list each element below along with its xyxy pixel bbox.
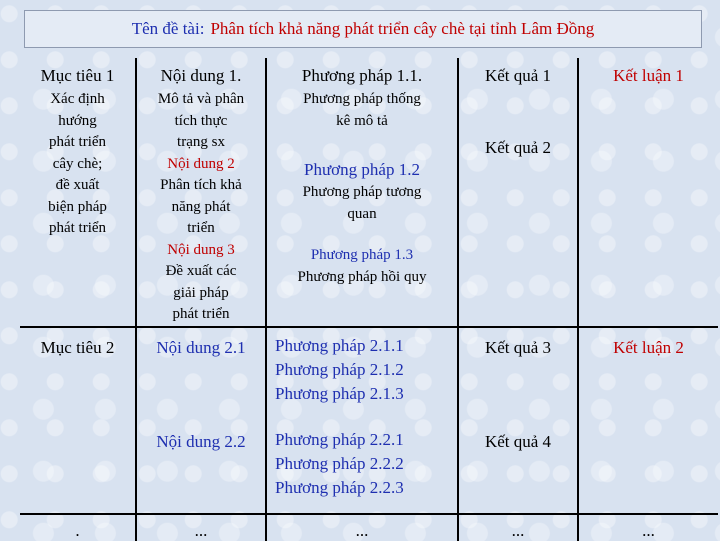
objective-1-row bbox=[20, 58, 718, 327]
research-framework-table bbox=[20, 58, 718, 541]
continuation-cell bbox=[458, 514, 578, 541]
content-2-desc-line: năng phát bbox=[171, 198, 231, 215]
objective-1-desc-line: đề xuất bbox=[55, 177, 100, 193]
content-3-description bbox=[137, 261, 265, 326]
result-1-label: Kết quả 1 bbox=[484, 66, 552, 85]
objective-2-heading: Mục tiêu 2 bbox=[40, 337, 115, 357]
empty-cell bbox=[20, 422, 136, 514]
method-1-2-description bbox=[267, 182, 457, 225]
content-2-desc-line: triển bbox=[187, 220, 215, 236]
result-3-cell bbox=[458, 327, 578, 422]
method-2-2-cell bbox=[266, 422, 458, 514]
result-2-label: Kết quả 2 bbox=[484, 138, 552, 157]
method-2-1-cell bbox=[266, 327, 458, 422]
content-2-heading: Nội dung 2 bbox=[167, 155, 235, 172]
content-2-description bbox=[137, 175, 265, 240]
objective-1-desc-line: hướng bbox=[58, 112, 97, 129]
conclusion-1-label: Kết luận 1 bbox=[613, 66, 684, 85]
result-4-label: Kết quả 4 bbox=[484, 431, 552, 451]
conclusion-1-cell bbox=[578, 58, 718, 327]
method-1-1-description bbox=[267, 89, 457, 132]
objective-1-description bbox=[20, 89, 135, 240]
result-1-cell bbox=[458, 58, 578, 327]
method-2-1-item: Phương pháp 2.1.3 bbox=[275, 383, 404, 403]
objective-1-desc-line: cây chè; bbox=[52, 155, 103, 172]
continuation-cell bbox=[578, 514, 718, 541]
result-3-label: Kết quả 3 bbox=[484, 337, 552, 357]
objective-1-desc-line: phát triển bbox=[48, 220, 107, 236]
content-1-heading: Nội dung 1. bbox=[160, 66, 242, 85]
continuation-mark: ... bbox=[355, 520, 369, 540]
content-3-desc-line: giải pháp bbox=[173, 284, 229, 301]
continuation-mark: . bbox=[75, 520, 80, 540]
continuation-mark: ... bbox=[511, 520, 525, 540]
objective-1-cell bbox=[20, 58, 136, 327]
continuation-row bbox=[20, 514, 718, 541]
continuation-mark: ... bbox=[642, 520, 655, 540]
content-1-desc-line: Mô tả và phân bbox=[157, 91, 245, 107]
content-2-2-heading: Nội dung 2.2 bbox=[156, 431, 246, 451]
objective-2-row bbox=[20, 327, 718, 422]
content-2-1-heading: Nội dung 2.1 bbox=[156, 337, 246, 357]
method-1-1-heading: Phương pháp 1.1. bbox=[301, 66, 423, 85]
topic-title-label: Tên đề tài: bbox=[131, 19, 205, 38]
conclusion-2-cell bbox=[578, 327, 718, 422]
method-2-1-list bbox=[267, 334, 457, 406]
method-2-2-item: Phương pháp 2.2.2 bbox=[275, 453, 404, 473]
method-1-2-desc-line: quan bbox=[347, 205, 377, 222]
topic-title-value: Phân tích khả năng phát triển cây chè tại tỉnh Lâm Đồng bbox=[210, 19, 595, 38]
result-4-cell bbox=[458, 422, 578, 514]
method-1-1-desc-line: Phương pháp thống bbox=[303, 91, 421, 107]
objective-1-desc-line: phát triển bbox=[48, 134, 107, 150]
content-3-heading: Nội dung 3 bbox=[167, 241, 235, 258]
objective-1-desc-line: Xác định bbox=[50, 91, 105, 107]
content-2-2-cell bbox=[136, 422, 266, 514]
method-1-1-desc-line: kê mô tả bbox=[336, 112, 388, 129]
method-2-2-item: Phương pháp 2.2.3 bbox=[275, 477, 404, 497]
empty-cell bbox=[578, 422, 718, 514]
method-2-1-item: Phương pháp 2.1.1 bbox=[275, 335, 404, 355]
method-1-3-description: Phương pháp hồi quy bbox=[297, 268, 427, 285]
continuation-cell bbox=[266, 514, 458, 541]
continuation-cell bbox=[20, 514, 136, 541]
topic-title bbox=[24, 10, 702, 48]
content-1-desc-line: tích thực bbox=[174, 112, 228, 129]
method-2-2-list bbox=[267, 428, 457, 500]
content-1-desc-line: trạng sx bbox=[177, 134, 225, 150]
method-1-2-heading: Phương pháp 1.2 bbox=[304, 160, 420, 179]
content-2-desc-line: Phân tích khả bbox=[160, 177, 242, 193]
content-3-desc-line: Đề xuất các bbox=[165, 263, 237, 279]
objective-2-cell bbox=[20, 327, 136, 422]
content-2-2-row bbox=[20, 422, 718, 514]
method-1-cell bbox=[266, 58, 458, 327]
objective-1-desc-line: biện pháp bbox=[48, 198, 107, 215]
content-3-desc-line: phát triển bbox=[172, 306, 230, 322]
continuation-cell bbox=[136, 514, 266, 541]
conclusion-2-label: Kết luận 2 bbox=[613, 337, 684, 357]
objective-1-heading: Mục tiêu 1 bbox=[40, 66, 115, 85]
continuation-mark: ... bbox=[194, 520, 208, 540]
method-2-1-item: Phương pháp 2.1.2 bbox=[275, 359, 404, 379]
content-2-1-cell bbox=[136, 327, 266, 422]
method-1-2-desc-line: Phương pháp tương bbox=[302, 184, 422, 200]
content-1-cell bbox=[136, 58, 266, 327]
method-1-3-heading: Phương pháp 1.3 bbox=[310, 247, 414, 263]
method-2-2-item: Phương pháp 2.2.1 bbox=[275, 429, 404, 449]
content-1-description bbox=[137, 89, 265, 154]
